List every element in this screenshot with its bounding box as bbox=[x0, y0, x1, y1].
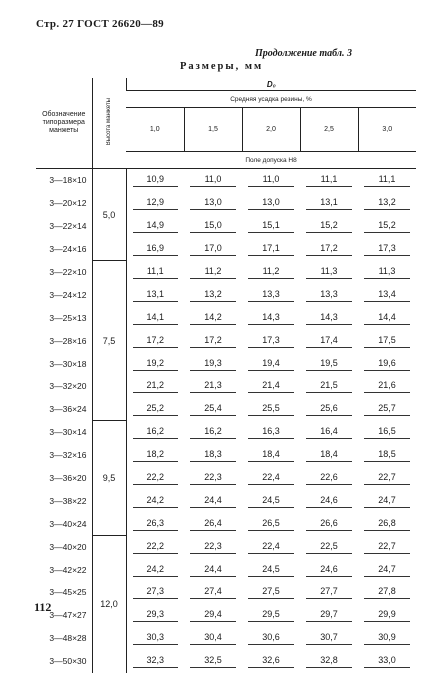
value-cell bbox=[358, 627, 416, 650]
value-text: 26,3 bbox=[133, 517, 178, 531]
value-text: 27,7 bbox=[306, 585, 351, 599]
value-cell bbox=[300, 627, 358, 650]
value-text: 21,6 bbox=[364, 379, 409, 393]
designation-cell: 3—40×24 bbox=[36, 512, 92, 535]
value-cell bbox=[184, 306, 242, 329]
value-cell bbox=[358, 535, 416, 558]
value-text: 11,2 bbox=[190, 265, 235, 279]
value-text: 11,1 bbox=[133, 265, 178, 279]
value-text: 14,4 bbox=[364, 311, 409, 325]
value-cell bbox=[300, 604, 358, 627]
value-cell bbox=[184, 192, 242, 215]
value-cell bbox=[358, 421, 416, 444]
value-text: 11,1 bbox=[306, 173, 351, 187]
value-cell bbox=[300, 375, 358, 398]
value-text: 24,5 bbox=[248, 494, 293, 508]
height-cell: 5,0 bbox=[92, 169, 126, 261]
value-cell bbox=[300, 352, 358, 375]
value-cell bbox=[242, 581, 300, 604]
value-text: 17,2 bbox=[306, 242, 351, 256]
value-text: 17,3 bbox=[364, 242, 409, 256]
value-cell bbox=[126, 329, 184, 352]
value-text: 21,4 bbox=[248, 379, 293, 393]
designation-cell: 3—42×22 bbox=[36, 558, 92, 581]
value-text: 14,3 bbox=[248, 311, 293, 325]
value-text: 29,9 bbox=[364, 608, 409, 622]
value-cell bbox=[184, 375, 242, 398]
value-cell bbox=[184, 581, 242, 604]
value-text: 30,7 bbox=[306, 631, 351, 645]
value-cell bbox=[242, 398, 300, 421]
value-cell bbox=[126, 535, 184, 558]
value-text: 26,6 bbox=[306, 517, 351, 531]
value-cell bbox=[126, 489, 184, 512]
value-cell bbox=[300, 398, 358, 421]
height-header-label: Высота манжеты bbox=[106, 98, 112, 146]
value-text: 26,8 bbox=[364, 517, 409, 531]
table-continuation-label: Продолжение табл. 3 bbox=[255, 48, 353, 59]
value-text: 13,0 bbox=[248, 196, 293, 210]
value-text: 22,3 bbox=[190, 540, 235, 554]
designation-cell: 3—32×20 bbox=[36, 375, 92, 398]
value-cell bbox=[358, 306, 416, 329]
designation-cell: 3—38×22 bbox=[36, 489, 92, 512]
value-text: 26,5 bbox=[248, 517, 293, 531]
value-text: 29,4 bbox=[190, 608, 235, 622]
value-cell bbox=[300, 421, 358, 444]
value-cell bbox=[358, 329, 416, 352]
value-text: 19,4 bbox=[248, 357, 293, 371]
value-cell bbox=[184, 558, 242, 581]
value-cell bbox=[300, 444, 358, 467]
value-cell bbox=[300, 329, 358, 352]
page-header: Стр. 27 ГОСТ 26620—89 bbox=[36, 18, 164, 30]
value-cell bbox=[358, 650, 416, 673]
value-text: 14,2 bbox=[190, 311, 235, 325]
value-cell bbox=[126, 398, 184, 421]
value-text: 22,7 bbox=[364, 471, 409, 485]
value-cell bbox=[242, 421, 300, 444]
value-cell bbox=[358, 261, 416, 284]
value-cell bbox=[184, 444, 242, 467]
value-cell bbox=[300, 238, 358, 261]
shrinkage-value-header: 1,5 bbox=[184, 108, 242, 152]
designation-cell: 3—25×13 bbox=[36, 306, 92, 329]
value-cell bbox=[242, 604, 300, 627]
value-text: 30,3 bbox=[133, 631, 178, 645]
value-text: 21,3 bbox=[190, 379, 235, 393]
value-cell bbox=[358, 215, 416, 238]
value-text: 22,2 bbox=[133, 471, 178, 485]
value-text: 13,3 bbox=[248, 288, 293, 302]
value-text: 24,4 bbox=[190, 494, 235, 508]
value-text: 22,4 bbox=[248, 471, 293, 485]
dimensions-caption: Размеры, мм bbox=[180, 61, 264, 72]
height-header bbox=[92, 78, 126, 169]
table-row bbox=[36, 169, 416, 192]
value-text: 11,3 bbox=[306, 265, 351, 279]
height-cell: 7,5 bbox=[92, 261, 126, 421]
value-text: 24,7 bbox=[364, 563, 409, 577]
shrinkage-value-header: 3,0 bbox=[358, 108, 416, 152]
value-cell bbox=[126, 467, 184, 490]
shrinkage-header: Средняя усадка резины, % bbox=[126, 91, 416, 108]
value-cell bbox=[242, 650, 300, 673]
value-text: 13,1 bbox=[133, 288, 178, 302]
value-cell bbox=[126, 169, 184, 192]
value-cell bbox=[126, 215, 184, 238]
value-cell bbox=[242, 467, 300, 490]
value-text: 22,7 bbox=[364, 540, 409, 554]
value-text: 14,9 bbox=[133, 219, 178, 233]
value-text: 24,7 bbox=[364, 494, 409, 508]
value-cell bbox=[126, 627, 184, 650]
value-text: 11,0 bbox=[190, 173, 235, 187]
designation-cell: 3—47×27 bbox=[36, 604, 92, 627]
designation-cell: 3—22×14 bbox=[36, 215, 92, 238]
value-cell bbox=[242, 169, 300, 192]
value-cell bbox=[300, 169, 358, 192]
value-cell bbox=[242, 238, 300, 261]
value-text: 15,2 bbox=[364, 219, 409, 233]
value-text: 16,3 bbox=[248, 425, 293, 439]
value-text: 13,2 bbox=[364, 196, 409, 210]
value-text: 13,3 bbox=[306, 288, 351, 302]
d0-header: D₀ bbox=[126, 78, 416, 91]
value-cell bbox=[242, 489, 300, 512]
designation-cell: 3—32×16 bbox=[36, 444, 92, 467]
value-cell bbox=[242, 352, 300, 375]
value-text: 27,3 bbox=[133, 585, 178, 599]
value-text: 25,7 bbox=[364, 402, 409, 416]
value-text: 19,2 bbox=[133, 357, 178, 371]
value-text: 11,1 bbox=[364, 173, 409, 187]
page-number: 112 bbox=[34, 600, 52, 614]
value-cell bbox=[126, 352, 184, 375]
value-cell bbox=[184, 398, 242, 421]
value-text: 19,6 bbox=[364, 357, 409, 371]
value-cell bbox=[184, 489, 242, 512]
value-cell bbox=[358, 489, 416, 512]
value-cell bbox=[184, 512, 242, 535]
value-cell bbox=[126, 238, 184, 261]
table-row bbox=[36, 261, 416, 284]
value-text: 24,5 bbox=[248, 563, 293, 577]
designation-cell: 3—36×24 bbox=[36, 398, 92, 421]
value-cell bbox=[358, 558, 416, 581]
value-cell bbox=[242, 375, 300, 398]
table-row bbox=[36, 535, 416, 558]
value-cell bbox=[300, 467, 358, 490]
value-cell bbox=[126, 558, 184, 581]
value-cell bbox=[184, 215, 242, 238]
value-text: 25,5 bbox=[248, 402, 293, 416]
value-cell bbox=[126, 261, 184, 284]
value-text: 17,4 bbox=[306, 334, 351, 348]
value-text: 30,4 bbox=[190, 631, 235, 645]
value-cell bbox=[184, 467, 242, 490]
value-text: 17,1 bbox=[248, 242, 293, 256]
value-cell bbox=[300, 489, 358, 512]
value-cell bbox=[242, 306, 300, 329]
value-cell bbox=[242, 444, 300, 467]
value-text: 30,9 bbox=[364, 631, 409, 645]
value-cell bbox=[300, 215, 358, 238]
value-text: 14,1 bbox=[133, 311, 178, 325]
value-cell bbox=[184, 283, 242, 306]
designation-cell: 3—40×20 bbox=[36, 535, 92, 558]
value-cell bbox=[242, 215, 300, 238]
value-cell bbox=[126, 283, 184, 306]
value-text: 11,3 bbox=[364, 265, 409, 279]
value-text: 24,4 bbox=[190, 563, 235, 577]
value-text: 16,9 bbox=[133, 242, 178, 256]
value-text: 15,0 bbox=[190, 219, 235, 233]
value-cell bbox=[358, 467, 416, 490]
value-text: 14,3 bbox=[306, 311, 351, 325]
value-text: 18,5 bbox=[364, 448, 409, 462]
value-cell bbox=[358, 512, 416, 535]
value-text: 32,8 bbox=[306, 654, 351, 668]
value-cell bbox=[242, 283, 300, 306]
value-cell bbox=[184, 627, 242, 650]
value-cell bbox=[242, 512, 300, 535]
value-cell bbox=[358, 398, 416, 421]
designation-cell: 3—50×30 bbox=[36, 650, 92, 673]
value-text: 16,2 bbox=[133, 425, 178, 439]
value-text: 33,0 bbox=[364, 654, 409, 668]
value-text: 32,5 bbox=[190, 654, 235, 668]
value-cell bbox=[358, 283, 416, 306]
value-cell bbox=[126, 650, 184, 673]
height-cell: 12,0 bbox=[92, 535, 126, 672]
value-cell bbox=[358, 604, 416, 627]
table-row bbox=[36, 421, 416, 444]
value-text: 13,2 bbox=[190, 288, 235, 302]
value-text: 22,6 bbox=[306, 471, 351, 485]
value-text: 11,0 bbox=[248, 173, 293, 187]
value-text: 27,8 bbox=[364, 585, 409, 599]
value-text: 24,2 bbox=[133, 563, 178, 577]
value-text: 22,5 bbox=[306, 540, 351, 554]
value-text: 18,4 bbox=[306, 448, 351, 462]
designation-cell: 3—36×20 bbox=[36, 467, 92, 490]
value-cell bbox=[184, 169, 242, 192]
value-cell bbox=[184, 329, 242, 352]
value-text: 24,6 bbox=[306, 494, 351, 508]
value-cell bbox=[242, 627, 300, 650]
value-text: 10,9 bbox=[133, 173, 178, 187]
value-text: 18,2 bbox=[133, 448, 178, 462]
value-text: 18,3 bbox=[190, 448, 235, 462]
value-cell bbox=[242, 535, 300, 558]
value-text: 13,0 bbox=[190, 196, 235, 210]
value-text: 17,0 bbox=[190, 242, 235, 256]
designation-cell: 3—24×12 bbox=[36, 283, 92, 306]
value-cell bbox=[242, 261, 300, 284]
value-text: 29,5 bbox=[248, 608, 293, 622]
value-cell bbox=[126, 421, 184, 444]
value-cell bbox=[300, 650, 358, 673]
value-text: 32,3 bbox=[133, 654, 178, 668]
value-text: 27,4 bbox=[190, 585, 235, 599]
value-cell bbox=[184, 261, 242, 284]
value-cell bbox=[242, 558, 300, 581]
cuff-dimensions-table bbox=[36, 78, 416, 673]
value-text: 25,2 bbox=[133, 402, 178, 416]
value-cell bbox=[242, 192, 300, 215]
value-cell bbox=[184, 421, 242, 444]
shrinkage-value-header: 2,0 bbox=[242, 108, 300, 152]
value-cell bbox=[126, 444, 184, 467]
value-text: 19,3 bbox=[190, 357, 235, 371]
designation-header: Обозначение типоразмера манжеты bbox=[36, 78, 92, 169]
value-cell bbox=[184, 604, 242, 627]
value-text: 21,2 bbox=[133, 379, 178, 393]
designation-cell: 3—20×12 bbox=[36, 192, 92, 215]
value-text: 25,4 bbox=[190, 402, 235, 416]
designation-cell: 3—45×25 bbox=[36, 581, 92, 604]
value-text: 13,1 bbox=[306, 196, 351, 210]
value-cell bbox=[126, 375, 184, 398]
value-cell bbox=[184, 535, 242, 558]
value-cell bbox=[358, 238, 416, 261]
designation-cell: 3—30×14 bbox=[36, 421, 92, 444]
value-text: 29,7 bbox=[306, 608, 351, 622]
designation-cell: 3—18×10 bbox=[36, 169, 92, 192]
designation-cell: 3—22×10 bbox=[36, 261, 92, 284]
value-text: 32,6 bbox=[248, 654, 293, 668]
value-text: 29,3 bbox=[133, 608, 178, 622]
value-cell bbox=[126, 192, 184, 215]
value-cell bbox=[358, 169, 416, 192]
value-text: 26,4 bbox=[190, 517, 235, 531]
value-text: 19,5 bbox=[306, 357, 351, 371]
value-text: 18,4 bbox=[248, 448, 293, 462]
designation-cell: 3—28×16 bbox=[36, 329, 92, 352]
value-text: 22,4 bbox=[248, 540, 293, 554]
value-cell bbox=[358, 192, 416, 215]
value-cell bbox=[184, 650, 242, 673]
height-cell: 9,5 bbox=[92, 421, 126, 535]
value-cell bbox=[300, 261, 358, 284]
value-text: 22,3 bbox=[190, 471, 235, 485]
value-text: 21,5 bbox=[306, 379, 351, 393]
designation-cell: 3—30×18 bbox=[36, 352, 92, 375]
value-cell bbox=[300, 558, 358, 581]
value-cell bbox=[300, 581, 358, 604]
value-text: 15,1 bbox=[248, 219, 293, 233]
value-text: 16,4 bbox=[306, 425, 351, 439]
value-text: 17,3 bbox=[248, 334, 293, 348]
value-cell bbox=[126, 512, 184, 535]
value-cell bbox=[358, 352, 416, 375]
value-text: 13,4 bbox=[364, 288, 409, 302]
tolerance-header: Поле допуска H8 bbox=[126, 152, 416, 169]
value-text: 25,6 bbox=[306, 402, 351, 416]
value-text: 12,9 bbox=[133, 196, 178, 210]
value-cell bbox=[300, 535, 358, 558]
value-text: 30,6 bbox=[248, 631, 293, 645]
value-cell bbox=[126, 306, 184, 329]
value-cell bbox=[300, 192, 358, 215]
value-text: 24,6 bbox=[306, 563, 351, 577]
value-text: 16,5 bbox=[364, 425, 409, 439]
value-cell bbox=[184, 352, 242, 375]
value-text: 22,2 bbox=[133, 540, 178, 554]
value-cell bbox=[242, 329, 300, 352]
value-cell bbox=[300, 512, 358, 535]
value-text: 27,5 bbox=[248, 585, 293, 599]
value-cell bbox=[126, 581, 184, 604]
value-cell bbox=[358, 581, 416, 604]
value-cell bbox=[184, 238, 242, 261]
value-cell bbox=[300, 306, 358, 329]
value-cell bbox=[358, 375, 416, 398]
value-text: 24,2 bbox=[133, 494, 178, 508]
value-text: 15,2 bbox=[306, 219, 351, 233]
value-text: 17,2 bbox=[190, 334, 235, 348]
value-cell bbox=[126, 604, 184, 627]
designation-cell: 3—24×16 bbox=[36, 238, 92, 261]
value-cell bbox=[300, 283, 358, 306]
value-text: 16,2 bbox=[190, 425, 235, 439]
value-text: 11,2 bbox=[248, 265, 293, 279]
shrinkage-value-header: 2,5 bbox=[300, 108, 358, 152]
value-cell bbox=[358, 444, 416, 467]
value-text: 17,5 bbox=[364, 334, 409, 348]
value-text: 17,2 bbox=[133, 334, 178, 348]
designation-cell: 3—48×28 bbox=[36, 627, 92, 650]
shrinkage-value-header: 1,0 bbox=[126, 108, 184, 152]
